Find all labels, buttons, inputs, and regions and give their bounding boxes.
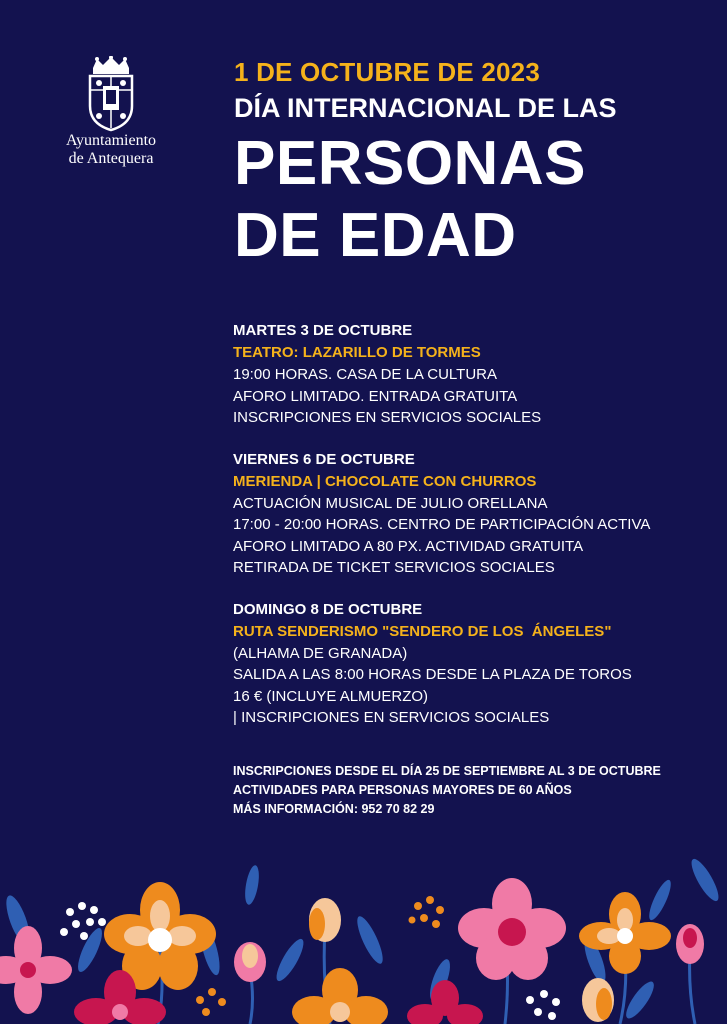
event-detail: RETIRADA DE TICKET SERVICIOS SOCIALES xyxy=(233,559,555,576)
event-item xyxy=(233,599,703,729)
event-list xyxy=(233,320,703,749)
municipal-logo xyxy=(52,56,170,168)
event-item xyxy=(233,449,703,579)
info-line: ACTIVIDADES PARA PERSONAS MAYORES DE 60 AÑOS xyxy=(233,783,572,797)
event-detail: SALIDA A LAS 8:00 HORAS DESDE LA PLAZA DE TOROS xyxy=(233,666,632,683)
logo-line-2: de Antequera xyxy=(68,150,154,167)
header xyxy=(234,56,704,270)
event-title: MERIENDA | CHOCOLATE CON CHURROS xyxy=(233,472,537,490)
event-title: TEATRO: LAZARILLO DE TORMES xyxy=(233,344,481,361)
logo-line-1: Ayuntamiento xyxy=(65,132,157,149)
event-detail: 19:00 HORAS. CASA DE LA CULTURA xyxy=(233,366,497,383)
event-date: 1 DE OCTUBRE DE 2023 xyxy=(234,57,540,87)
page-title-line-2: DE EDAD xyxy=(234,201,517,270)
event-detail: (ALHAMA DE GRANADA) xyxy=(233,644,408,662)
event-title: RUTA SENDERISMO "SENDERO DE LOS ÁNGELES" xyxy=(233,622,612,640)
event-day: VIERNES 6 DE OCTUBRE xyxy=(233,450,415,468)
event-detail: AFORO LIMITADO A 80 PX. ACTIVIDAD GRATUITA xyxy=(233,537,584,555)
event-day: DOMINGO 8 DE OCTUBRE xyxy=(233,600,423,618)
event-detail: 17:00 - 20:00 HORAS. CENTRO DE PARTICIPACIÓN ACTIVA xyxy=(233,516,651,533)
event-detail: AFORO LIMITADO. ENTRADA GRATUITA xyxy=(233,387,518,405)
event-detail: 16 € (INCLUYE ALMUERZO) xyxy=(233,687,429,705)
event-detail: ACTUACIÓN MUSICAL DE JULIO ORELLANA xyxy=(233,494,548,512)
event-detail: INSCRIPCIONES EN SERVICIOS SOCIALES xyxy=(233,409,542,426)
antequera-crest-icon xyxy=(85,56,137,132)
event-day: MARTES 3 DE OCTUBRE xyxy=(233,322,413,339)
subtitle: DÍA INTERNACIONAL DE LAS xyxy=(234,93,617,123)
event-detail: | INSCRIPCIONES EN SERVICIOS SOCIALES xyxy=(233,709,550,726)
event-item xyxy=(233,320,703,429)
flower-illustration xyxy=(0,840,727,1024)
info-phone: MÁS INFORMACIÓN: 952 70 82 29 xyxy=(233,802,435,816)
page-title-line-1: PERSONAS xyxy=(234,129,586,198)
registration-info xyxy=(233,762,703,819)
info-line: INSCRIPCIONES DESDE EL DÍA 25 DE SEPTIEMBRE AL 3 DE OCTUBRE xyxy=(233,764,661,778)
